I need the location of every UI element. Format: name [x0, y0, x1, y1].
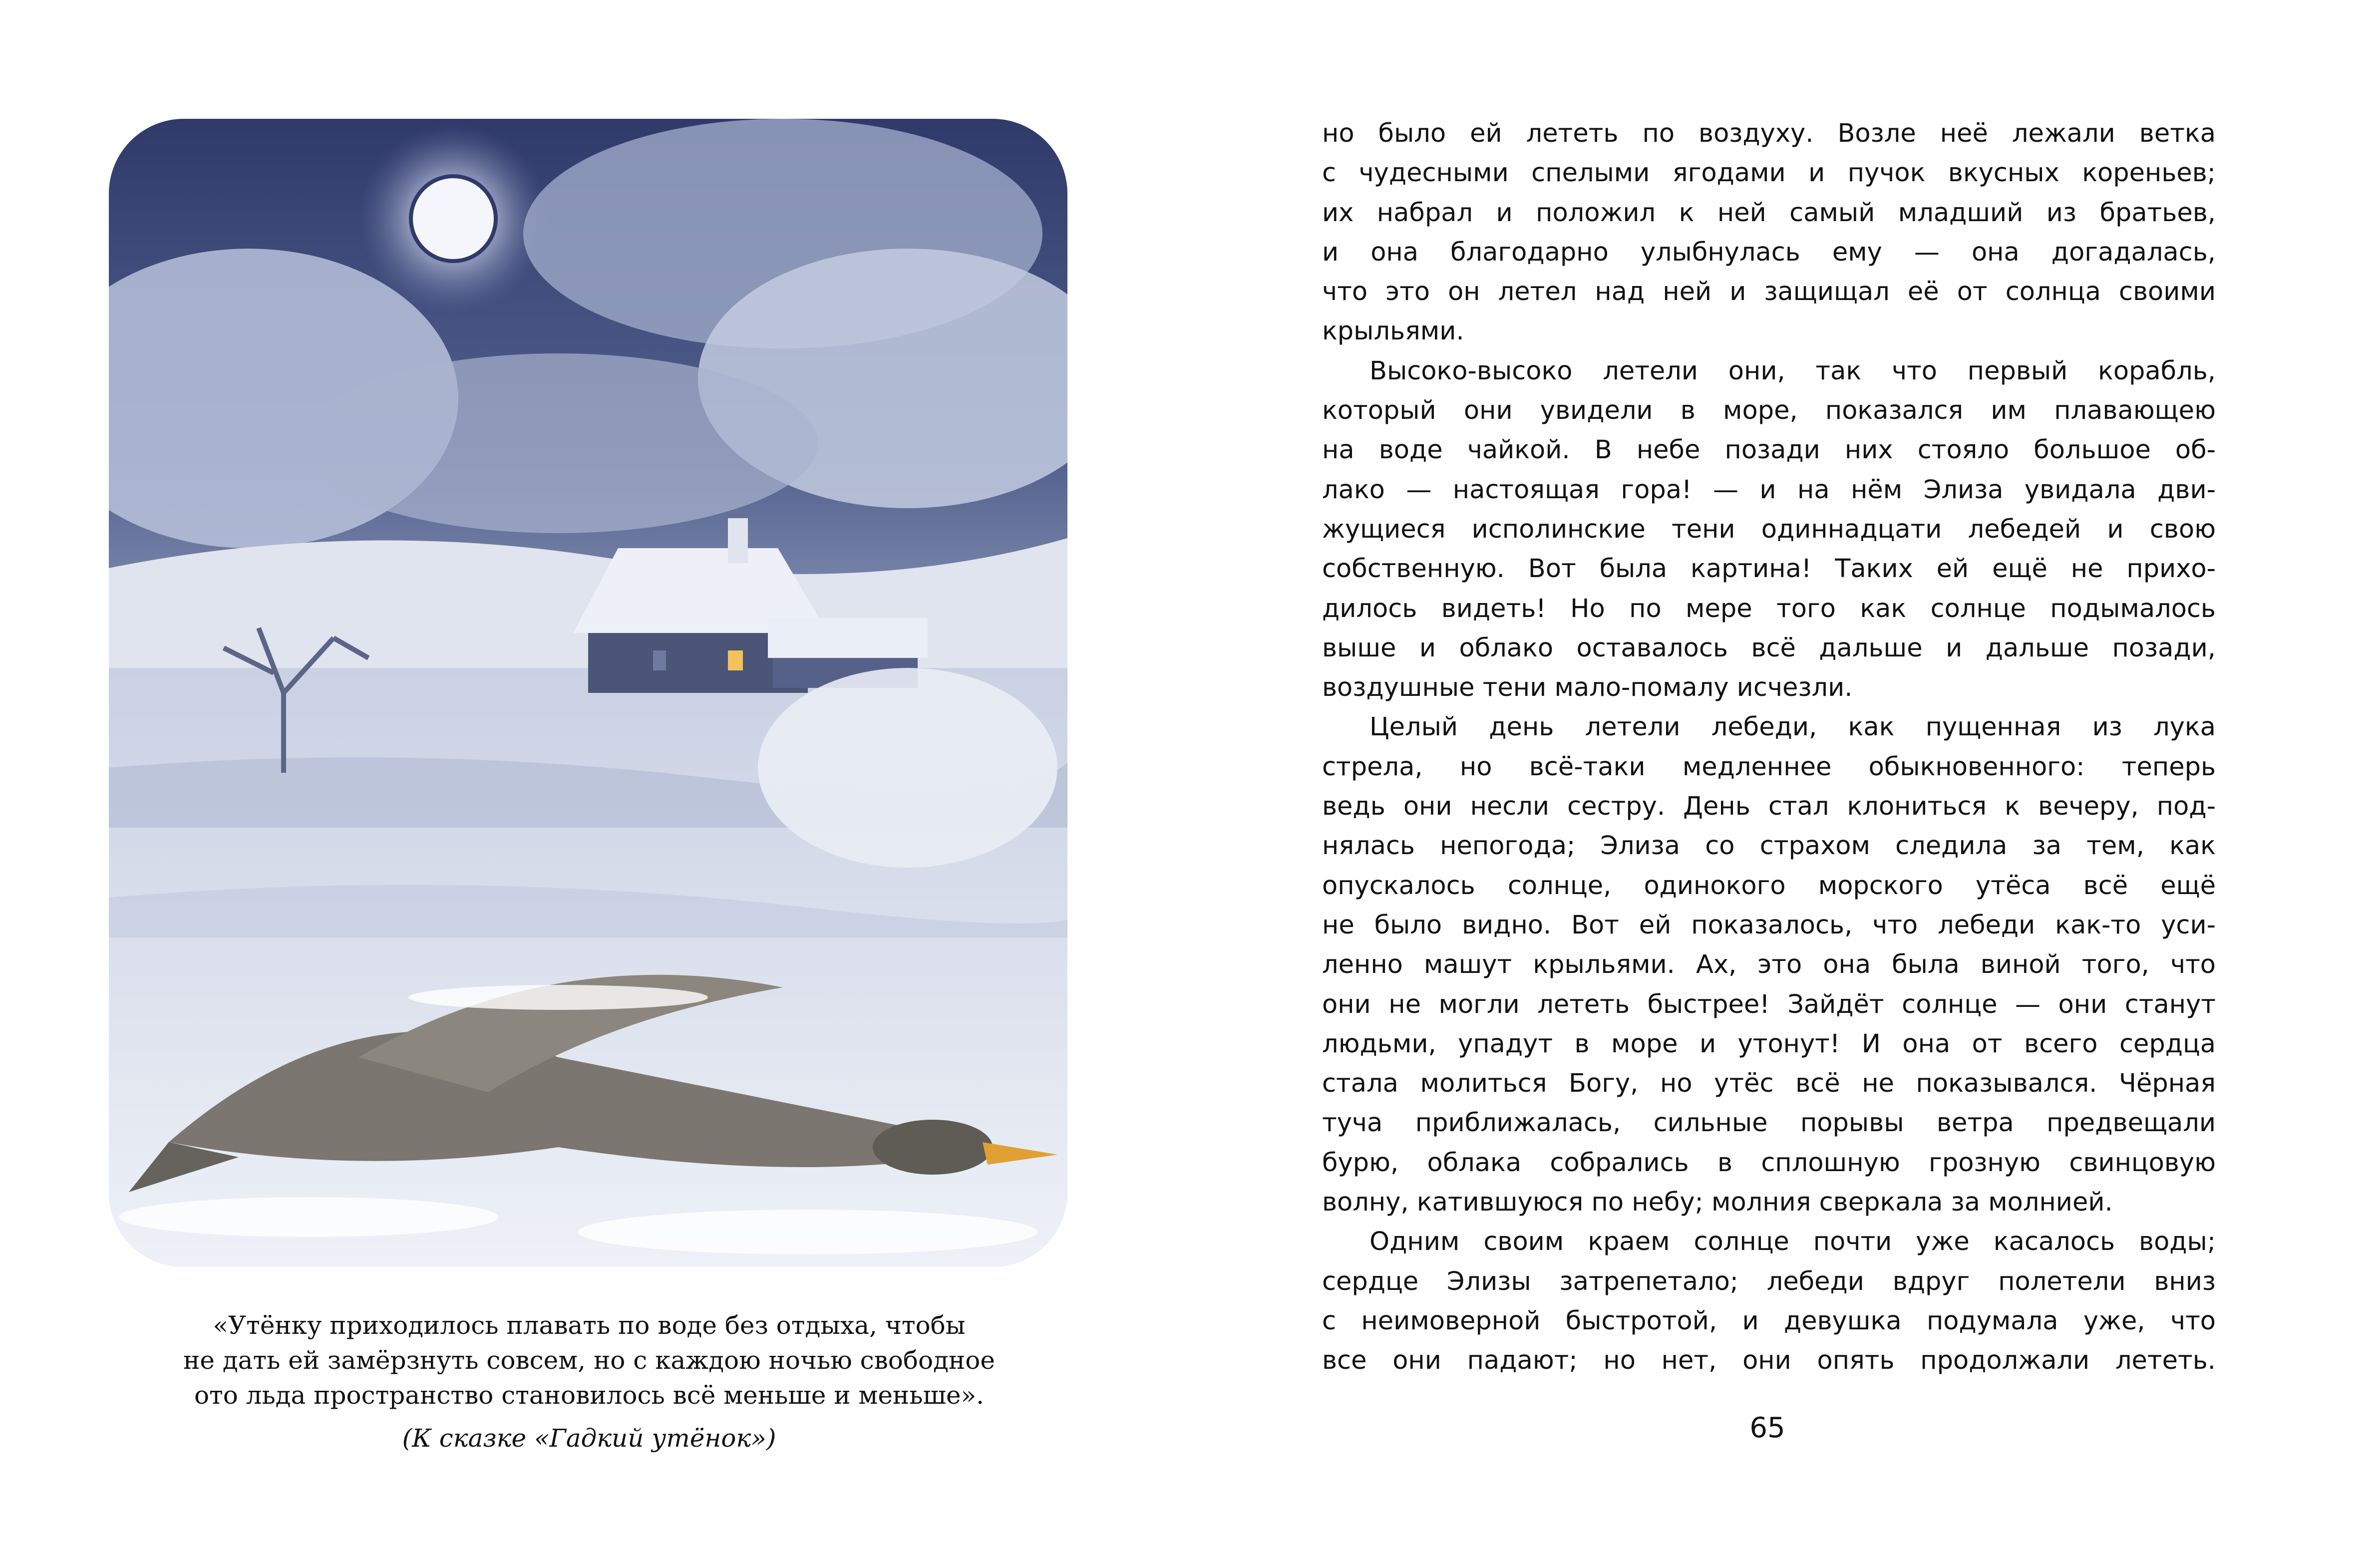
- text-line: но было ей лететь по воздуху. Возле неё лежали ветка: [1322, 119, 2216, 148]
- text-line: выше и облако оставалось всё дальше и дальше позади,: [1322, 633, 2216, 663]
- illustration-caption: [120, 1308, 1058, 1456]
- text-line: воздушные тени мало-помалу исчезли.: [1322, 673, 1853, 703]
- caption-source: (К сказке «Гадкий утёнок»): [402, 1424, 776, 1453]
- text-line: ведь они несли сестру. День стал клониться к вечеру, под-: [1322, 792, 2216, 822]
- text-line: все они падают; но нет, они опять продолжали лететь.: [1322, 1346, 2216, 1376]
- text-line: лако — настоящая гора! — и на нём Элиза увидала дви-: [1322, 475, 2216, 505]
- text-line: ленно машут крыльями. Ах, это она была виной того, что: [1322, 950, 2216, 980]
- caption-line: ото льда пространство становилось всё меньше и меньше».: [194, 1381, 985, 1410]
- text-line: волну, катившуюся по небу; молния сверкала за молнией.: [1322, 1188, 2113, 1218]
- text-line: стала молиться Богу, но утёс всё не показывался. Чёрная: [1322, 1069, 2216, 1099]
- text-line: бурю, облака собрались в сплошную грозную свинцовую: [1322, 1148, 2216, 1178]
- page-number: 65: [1749, 1412, 1785, 1444]
- text-line: на воде чайкой. В небе позади них стояло большое об-: [1322, 435, 2216, 465]
- text-line: Целый день летели лебеди, как пущенная из лука: [1369, 712, 2216, 742]
- text-line: и она благодарно улыбнулась ему — она догадалась,: [1322, 237, 2216, 267]
- text-line: дилось видеть! Но по мере того как солнце подымалось: [1322, 594, 2216, 623]
- window-light: [728, 650, 743, 670]
- text-line: собственную. Вот была картина! Таких ей ещё не прихо-: [1322, 554, 2216, 584]
- moon: [411, 176, 496, 261]
- text-line: с чудесными спелыми ягодами и пучок вкусных кореньев;: [1322, 158, 2216, 188]
- text-line: их набрал и положил к ней самый младший из братьев,: [1322, 198, 2216, 228]
- text-line: что это он летел над ней и защищал её от солнца своими: [1322, 277, 2216, 307]
- caption-line: не дать ей замёрзнуть совсем, но с каждою ночью свободное: [183, 1346, 995, 1375]
- caption-line: «Утёнку приходилось плавать по воде без отдыха, чтобы: [213, 1311, 966, 1340]
- text-line: жущиеся исполинские тени одиннадцати лебедей и свою: [1322, 514, 2216, 544]
- text-line: туча приближалась, сильные порывы ветра предвещали: [1322, 1108, 2216, 1138]
- text-line: нялась непогода; Элиза со страхом следила за тем, как: [1322, 831, 2216, 861]
- text-line: крыльями.: [1322, 316, 1464, 346]
- text-line: опускалось солнце, одинокого морского утёса всё ещё: [1322, 871, 2216, 901]
- text-line: людьми, упадут в море и утонут! И она от всего сердца: [1322, 1029, 2216, 1059]
- text-line: Высоко-высоко летели они, так что первый корабль,: [1369, 356, 2216, 386]
- text-line: Одним своим краем солнце почти уже касалось воды;: [1369, 1227, 2216, 1257]
- winter-illustration: [109, 119, 1067, 1267]
- text-line: не было видно. Вот ей показалось, что лебеди как-то уси-: [1322, 910, 2216, 940]
- text-line: они не могли лететь быстрее! Зайдёт солнце — они станут: [1322, 989, 2216, 1019]
- text-line: стрела, но всё-таки медленнее обыкновенного: теперь: [1322, 752, 2216, 782]
- text-line: с неимоверной быстротой, и девушка подумала уже, что: [1322, 1306, 2216, 1336]
- text-line: сердце Элизы затрепетало; лебеди вдруг полетели вниз: [1322, 1266, 2216, 1296]
- body-text: [1322, 114, 2216, 1381]
- illustration-svg: [109, 119, 1067, 1267]
- text-line: который они увидели в море, показался им плавающею: [1322, 396, 2216, 426]
